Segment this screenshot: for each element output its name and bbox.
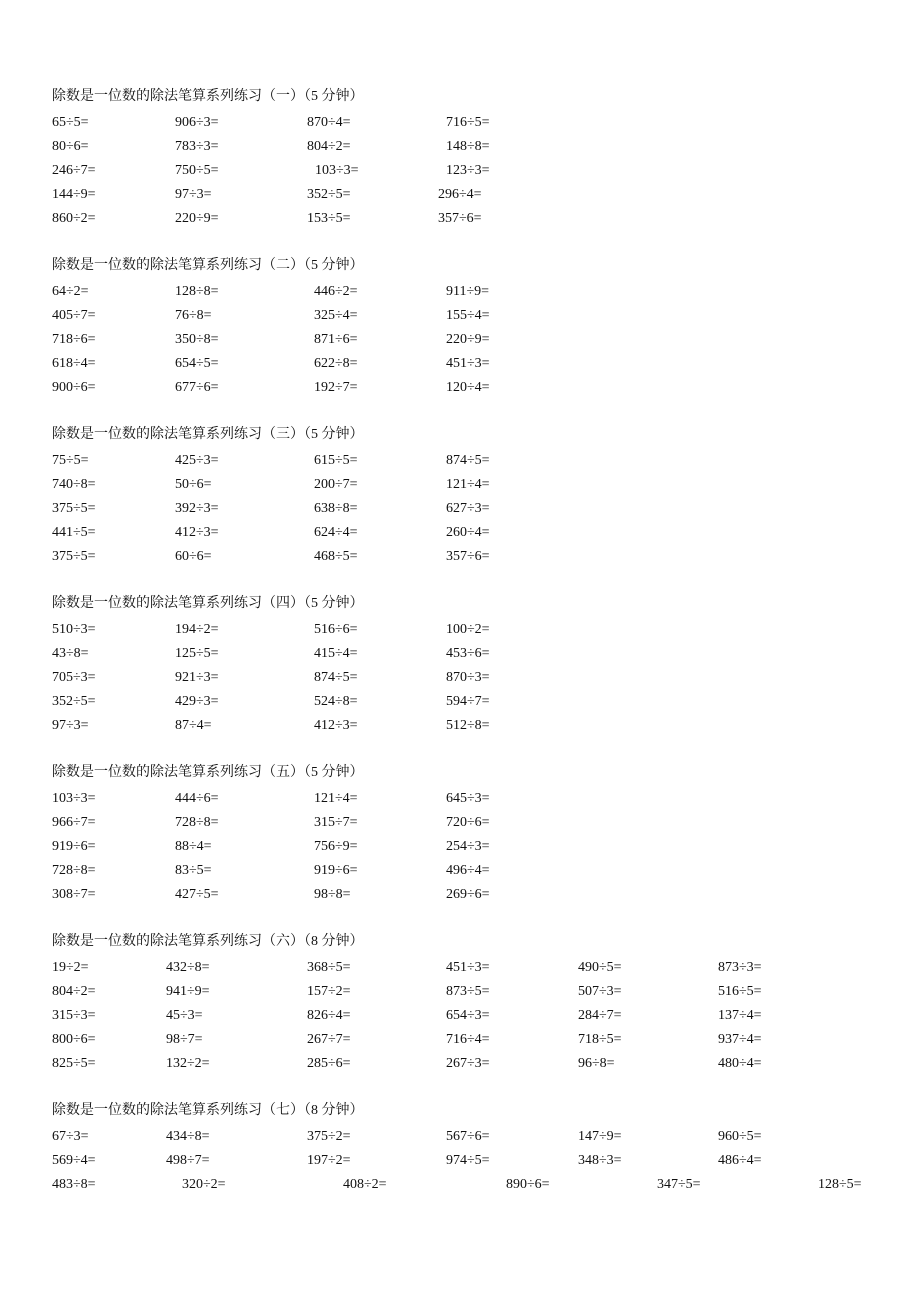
problem-cell: 88÷4= (175, 839, 212, 854)
problem-cell: 654÷3= (446, 1008, 490, 1023)
problem-cell: 269÷6= (446, 887, 490, 902)
problem-cell: 911÷9= (446, 284, 490, 299)
problem-cell: 638÷8= (314, 501, 358, 516)
problem-cell: 507÷3= (578, 984, 622, 999)
problem-cell: 60÷6= (175, 549, 212, 564)
problem-cell: 873÷3= (718, 960, 762, 975)
problem-cell: 718÷5= (578, 1032, 622, 1047)
problem-cell: 412÷3= (314, 718, 358, 733)
problem-cell: 756÷9= (314, 839, 358, 854)
problem-cell: 705÷3= (52, 670, 96, 685)
problem-cell: 441÷5= (52, 525, 96, 540)
problem-cell: 874÷5= (314, 670, 358, 685)
problem-cell: 468÷5= (314, 549, 358, 564)
problem-cell: 220÷9= (446, 332, 490, 347)
problem-cell: 825÷5= (52, 1056, 96, 1071)
problem-cell: 451÷3= (446, 960, 490, 975)
problem-cell: 128÷5= (818, 1177, 862, 1192)
problem-cell: 254÷3= (446, 839, 490, 854)
problem-cell: 267÷3= (446, 1056, 490, 1071)
problem-cell: 427÷5= (175, 887, 219, 902)
problem-cell: 677÷6= (175, 380, 219, 395)
problem-cell: 197÷2= (307, 1153, 351, 1168)
problem-cell: 870÷4= (307, 115, 351, 130)
problem-cell: 622÷8= (314, 356, 358, 371)
section-title: 除数是一位数的除法笔算系列练习（五）（5 分钟） (52, 765, 364, 780)
problem-cell: 966÷7= (52, 815, 96, 830)
problem-cell: 352÷5= (52, 694, 96, 709)
problem-cell: 408÷2= (343, 1177, 387, 1192)
problem-cell: 121÷4= (314, 791, 358, 806)
problem-cell: 512÷8= (446, 718, 490, 733)
problem-cell: 144÷9= (52, 187, 96, 202)
problem-cell: 121÷4= (446, 477, 490, 492)
problem-cell: 325÷4= (314, 308, 358, 323)
problem-cell: 804÷2= (307, 139, 351, 154)
problem-cell: 83÷5= (175, 863, 212, 878)
problem-cell: 75÷5= (52, 453, 89, 468)
problem-cell: 890÷6= (506, 1177, 550, 1192)
problem-cell: 19÷2= (52, 960, 89, 975)
problem-cell: 728÷8= (175, 815, 219, 830)
section-title: 除数是一位数的除法笔算系列练习（四）（5 分钟） (52, 596, 364, 611)
problem-cell: 80÷6= (52, 139, 89, 154)
problem-cell: 800÷6= (52, 1032, 96, 1047)
problem-cell: 716÷5= (446, 115, 490, 130)
problem-cell: 267÷7= (307, 1032, 351, 1047)
problem-cell: 285÷6= (307, 1056, 351, 1071)
problem-cell: 874÷5= (446, 453, 490, 468)
problem-cell: 425÷3= (175, 453, 219, 468)
problem-cell: 98÷8= (314, 887, 351, 902)
problem-cell: 919÷6= (52, 839, 96, 854)
problem-cell: 357÷6= (438, 211, 482, 226)
problem-cell: 348÷3= (578, 1153, 622, 1168)
problem-cell: 246÷7= (52, 163, 96, 178)
problem-cell: 720÷6= (446, 815, 490, 830)
problem-cell: 498÷7= (166, 1153, 210, 1168)
problem-cell: 618÷4= (52, 356, 96, 371)
problem-cell: 429÷3= (175, 694, 219, 709)
problem-cell: 194÷2= (175, 622, 219, 637)
problem-cell: 432÷8= (166, 960, 210, 975)
problem-cell: 451÷3= (446, 356, 490, 371)
section-title: 除数是一位数的除法笔算系列练习（二）（5 分钟） (52, 258, 364, 273)
problem-cell: 921÷3= (175, 670, 219, 685)
problem-cell: 103÷3= (315, 163, 359, 178)
problem-cell: 155÷4= (446, 308, 490, 323)
problem-cell: 870÷3= (446, 670, 490, 685)
problem-cell: 200÷7= (314, 477, 358, 492)
problem-cell: 900÷6= (52, 380, 96, 395)
problem-cell: 490÷5= (578, 960, 622, 975)
problem-cell: 128÷8= (175, 284, 219, 299)
problem-cell: 728÷8= (52, 863, 96, 878)
problem-cell: 496÷4= (446, 863, 490, 878)
problem-cell: 45÷3= (166, 1008, 203, 1023)
problem-cell: 524÷8= (314, 694, 358, 709)
problem-cell: 860÷2= (52, 211, 96, 226)
problem-cell: 43÷8= (52, 646, 89, 661)
problem-cell: 937÷4= (718, 1032, 762, 1047)
problem-cell: 405÷7= (52, 308, 96, 323)
problem-cell: 65÷5= (52, 115, 89, 130)
problem-cell: 97÷3= (175, 187, 212, 202)
problem-cell: 67÷3= (52, 1129, 89, 1144)
problem-cell: 260÷4= (446, 525, 490, 540)
problem-cell: 941÷9= (166, 984, 210, 999)
problem-cell: 654÷5= (175, 356, 219, 371)
problem-cell: 974÷5= (446, 1153, 490, 1168)
problem-cell: 446÷2= (314, 284, 358, 299)
problem-cell: 716÷4= (446, 1032, 490, 1047)
problem-cell: 750÷5= (175, 163, 219, 178)
problem-cell: 740÷8= (52, 477, 96, 492)
problem-cell: 392÷3= (175, 501, 219, 516)
problem-cell: 192÷7= (314, 380, 358, 395)
problem-cell: 718÷6= (52, 332, 96, 347)
problem-cell: 483÷8= (52, 1177, 96, 1192)
problem-cell: 125÷5= (175, 646, 219, 661)
problem-cell: 153÷5= (307, 211, 351, 226)
problem-cell: 444÷6= (175, 791, 219, 806)
problem-cell: 350÷8= (175, 332, 219, 347)
problem-cell: 569÷4= (52, 1153, 96, 1168)
section-title: 除数是一位数的除法笔算系列练习（六）（8 分钟） (52, 934, 364, 949)
problem-cell: 50÷6= (175, 477, 212, 492)
problem-cell: 87÷4= (175, 718, 212, 733)
problem-cell: 873÷5= (446, 984, 490, 999)
problem-cell: 120÷4= (446, 380, 490, 395)
problem-cell: 97÷3= (52, 718, 89, 733)
problem-cell: 308÷7= (52, 887, 96, 902)
section-title: 除数是一位数的除法笔算系列练习（一）（5 分钟） (52, 89, 364, 104)
problem-cell: 98÷7= (166, 1032, 203, 1047)
problem-cell: 352÷5= (307, 187, 351, 202)
problem-cell: 434÷8= (166, 1129, 210, 1144)
problem-cell: 220÷9= (175, 211, 219, 226)
problem-cell: 516÷6= (314, 622, 358, 637)
problem-cell: 627÷3= (446, 501, 490, 516)
problem-cell: 594÷7= (446, 694, 490, 709)
problem-cell: 375÷5= (52, 501, 96, 516)
problem-cell: 315÷3= (52, 1008, 96, 1023)
problem-cell: 871÷6= (314, 332, 358, 347)
problem-cell: 510÷3= (52, 622, 96, 637)
section-title: 除数是一位数的除法笔算系列练习（七）（8 分钟） (52, 1103, 364, 1118)
problem-cell: 284÷7= (578, 1008, 622, 1023)
problem-cell: 783÷3= (175, 139, 219, 154)
problem-cell: 315÷7= (314, 815, 358, 830)
problem-cell: 906÷3= (175, 115, 219, 130)
problem-cell: 486÷4= (718, 1153, 762, 1168)
problem-cell: 960÷5= (718, 1129, 762, 1144)
problem-cell: 453÷6= (446, 646, 490, 661)
problem-cell: 480÷4= (718, 1056, 762, 1071)
problem-cell: 645÷3= (446, 791, 490, 806)
problem-cell: 132÷2= (166, 1056, 210, 1071)
problem-cell: 103÷3= (52, 791, 96, 806)
problem-cell: 96÷8= (578, 1056, 615, 1071)
problem-cell: 147÷9= (578, 1129, 622, 1144)
problem-cell: 412÷3= (175, 525, 219, 540)
section-title: 除数是一位数的除法笔算系列练习（三）（5 分钟） (52, 427, 364, 442)
problem-cell: 624÷4= (314, 525, 358, 540)
problem-cell: 375÷5= (52, 549, 96, 564)
problem-cell: 123÷3= (446, 163, 490, 178)
problem-cell: 347÷5= (657, 1177, 701, 1192)
problem-cell: 615÷5= (314, 453, 358, 468)
problem-cell: 157÷2= (307, 984, 351, 999)
problem-cell: 826÷4= (307, 1008, 351, 1023)
problem-cell: 76÷8= (175, 308, 212, 323)
problem-cell: 516÷5= (718, 984, 762, 999)
problem-cell: 64÷2= (52, 284, 89, 299)
problem-cell: 804÷2= (52, 984, 96, 999)
problem-cell: 375÷2= (307, 1129, 351, 1144)
problem-cell: 415÷4= (314, 646, 358, 661)
problem-cell: 357÷6= (446, 549, 490, 564)
problem-cell: 137÷4= (718, 1008, 762, 1023)
problem-cell: 148÷8= (446, 139, 490, 154)
problem-cell: 320÷2= (182, 1177, 226, 1192)
problem-cell: 296÷4= (438, 187, 482, 202)
problem-cell: 368÷5= (307, 960, 351, 975)
problem-cell: 919÷6= (314, 863, 358, 878)
problem-cell: 100÷2= (446, 622, 490, 637)
problem-cell: 567÷6= (446, 1129, 490, 1144)
